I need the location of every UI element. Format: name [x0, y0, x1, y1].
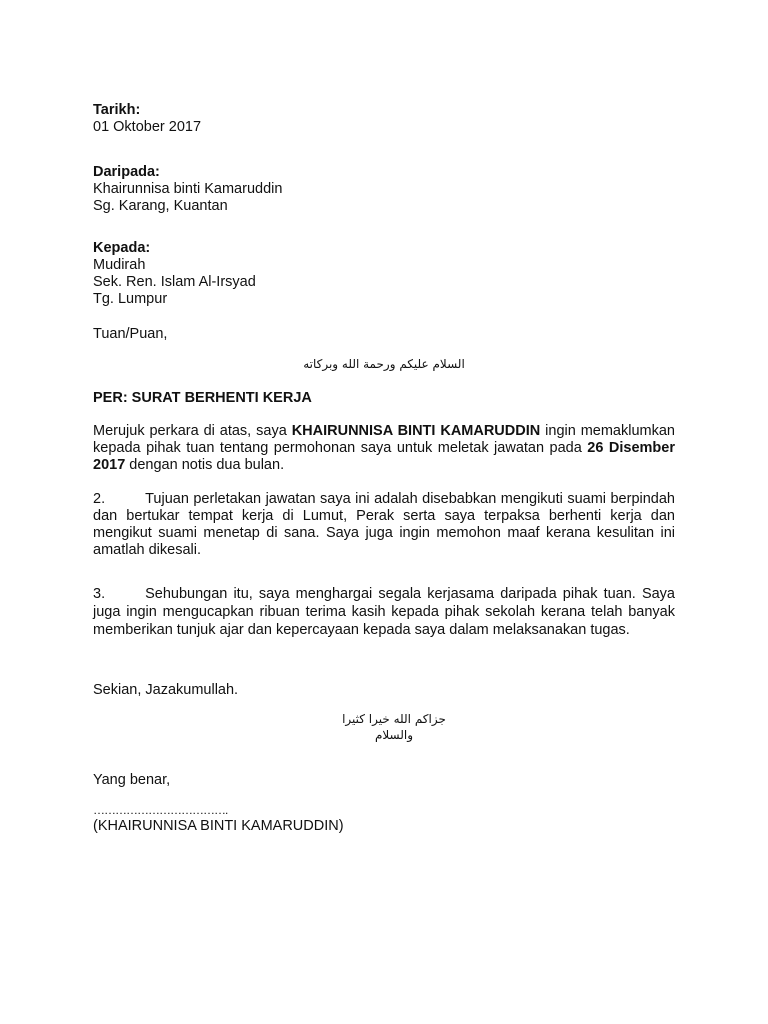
recipient-school: Sek. Ren. Islam Al-Irsyad — [93, 274, 256, 290]
sender-address: Sg. Karang, Kuantan — [93, 198, 228, 214]
sign-off: Sekian, Jazakumullah. — [93, 682, 239, 698]
arabic-closing-line-1: جزاكم الله خيرا كثيرا — [342, 712, 446, 726]
paragraph-2 — [93, 491, 675, 559]
arabic-closing-line-2: والسلام — [374, 728, 414, 742]
para3-number: 3. — [93, 586, 106, 602]
recipient-label: Kepada: — [93, 240, 151, 256]
recipient-block — [93, 240, 256, 308]
sender-block — [93, 164, 282, 215]
sender-label: Daripada: — [93, 164, 160, 180]
paragraph-1 — [93, 423, 675, 474]
paragraph-3 — [93, 585, 675, 639]
para2-number: 2. — [93, 491, 106, 507]
sender-name: Khairunnisa binti Kamaruddin — [93, 181, 283, 197]
arabic-greeting: السلام عليكم ورحمة الله وبركاته — [303, 357, 465, 371]
para1-intro: Merujuk perkara di atas, saya — [93, 423, 292, 439]
recipient-location: Tg. Lumpur — [93, 291, 168, 307]
yang-benar: Yang benar, — [93, 772, 171, 788]
para1-end: dengan notis dua bulan. — [125, 457, 285, 473]
recipient-title: Mudirah — [93, 257, 146, 273]
para1-middle: ingin memaklumkan kepada pihak tuan tentang permohonan saya untuk meletak jawatan pada — [93, 423, 675, 456]
date-block — [93, 102, 201, 136]
para2-text: Tujuan perletakan jawatan saya ini adalah disebabkan mengikuti suami berpindah dan bertukar tempat kerja di Lumut, Perak serta saya terpaksa berhenti kerja dan mengikut suami menetap di sana. Saya juga ingin memohon maaf kerana kesulitan ini amatlah dikesali. — [93, 491, 675, 558]
signature-line: ………………………………. — [93, 803, 228, 817]
subject-line: PER: SURAT BERHENTI KERJA — [93, 390, 312, 406]
signatory-name: (KHAIRUNNISA BINTI KAMARUDDIN) — [93, 818, 344, 834]
para3-text: Sehubungan itu, saya menghargai segala kerjasama daripada pihak tuan. Saya juga ingin mengucapkan ribuan terima kasih kepada pihak sekolah kerana telah banyak memberikan tunjuk ajar dan kepercayaan kepada saya dalam melaksanakan tugas. — [93, 586, 675, 638]
para1-date: 26 Disember 2017 — [93, 440, 675, 473]
salutation: Tuan/Puan, — [93, 326, 168, 342]
para1-name: KHAIRUNNISA BINTI KAMARUDDIN — [291, 423, 541, 439]
date-value: 01 Oktober 2017 — [93, 119, 202, 135]
date-label: Tarikh: — [93, 102, 141, 118]
arabic-closing — [93, 711, 675, 743]
